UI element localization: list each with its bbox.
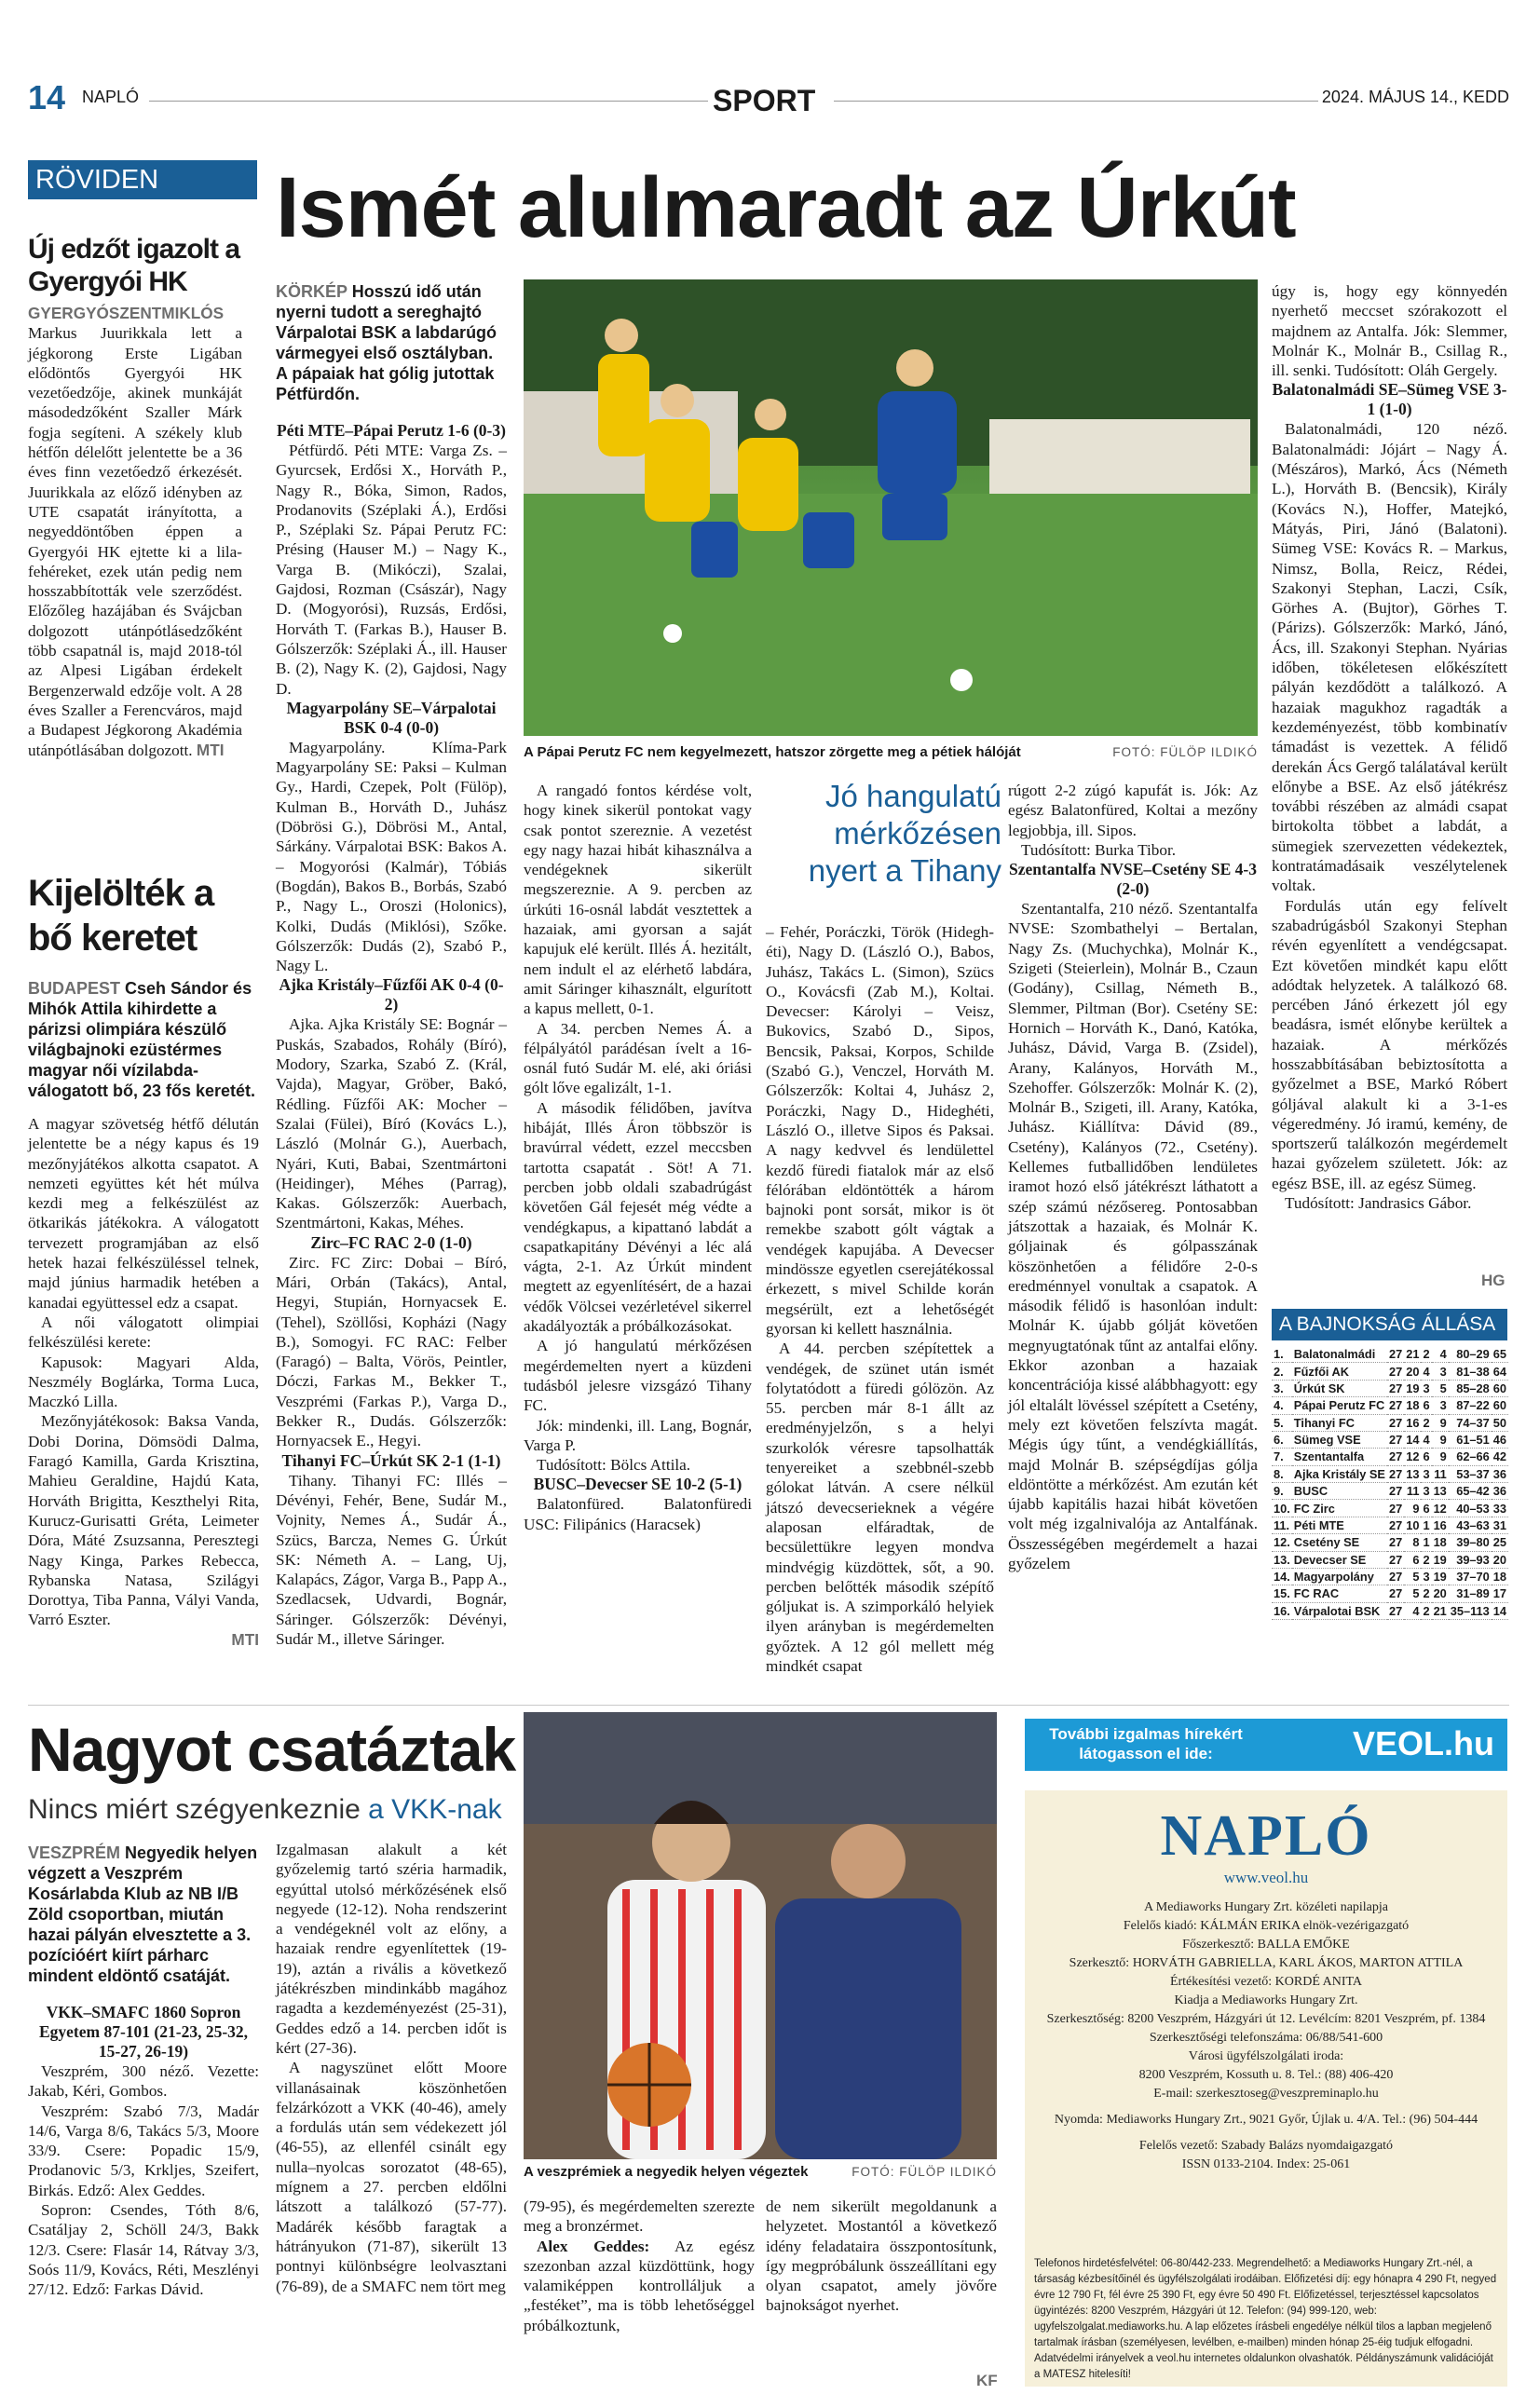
standings-cell: 13. [1274,1552,1290,1567]
mast-l12: Nyomda: Mediaworks Hungary Zrt., 9021 Győr, Újlak u. 4/A. Tel.: (96) 504-444 [1054,2113,1478,2127]
page-number: 14 [28,78,66,116]
standings-cell: 11 [1432,1465,1449,1482]
standings-cell: Csetény SE [1292,1534,1387,1551]
bottom-p1: Veszprém, 300 néző. Vezette: Jakab, Kéri, Gombos. [28,2062,259,2101]
standings-cell: 60 [1492,1381,1507,1395]
standings-cell: 27 [1388,1603,1403,1618]
bottom-col3 [524,2197,755,2388]
m1-head: Péti MTE–Pápai Perutz 1-6 (0-3) [277,421,506,440]
brief1-body [28,304,242,849]
standings-cell: 81–38 [1449,1363,1492,1380]
standings-cell: 3. [1272,1380,1292,1396]
standings-cell: 27 [1388,1466,1403,1481]
standings-cell: 46 [1492,1433,1507,1448]
standings-cell: 4 [1423,1364,1430,1379]
brief1-sig: MTI [196,740,225,759]
standings-cell: 42 [1492,1449,1507,1464]
page-header [28,76,1509,117]
standings-row [1272,1585,1508,1602]
standings-cell: 40–53 [1449,1500,1492,1517]
football-caption-text: A Pápai Perutz FC nem kegyelmezett, hatszor zörgette meg a pétiek hálóját [524,744,1021,760]
standings-cell: 3 [1432,1363,1449,1380]
standings-cell: Péti MTE [1292,1517,1387,1533]
m6-text: Balatonfüred. Balatonfüredi USC: Filipánics (Haracsek) [524,1495,752,1533]
standings-cell: 65 [1492,1347,1507,1362]
brief2-p1: A magyar szövetség hétfő délután jelentette be a négy kapus és 19 mezőnyjátékos alkotta csapatot. A nemzeti együttes két hét múlva kezdi meg a felkészülést az ötkarikás játékokra. A válogatott tervezett programjában az első hetek hazai felkészüléssel telnek, majd június harmadik hetében a kanadai együttessel edz a csapat. [28,1115,259,1312]
standings-cell: 60 [1492,1398,1507,1413]
bottom-subtitle-b: a VKK-nak [368,1794,502,1825]
standings-cell: 1. [1272,1346,1292,1363]
m3-text: Ajka. Ajka Kristály SE: Bognár – Puskás, Szabados, Rohály (Bíró), Modory, Szarka, Szabó Z. (Král, Vajda), Magyar, Gröber, Bakó, Rédling. Fűzfői AK: Mocher – Szalai (Fülei), Bíró (Kovács L.), László (Molnár G.), Auerbach, Nyári, Kuti, Babai, Szentmártoni (Heidinger), Méhes (Parrag), Kakas. Gólszerzők: Auerbach, Szentmártoni, Kakas, Méhes. [276,1015,507,1232]
standings-cell: Sümeg VSE [1292,1431,1387,1448]
standings-cell: 27 [1388,1347,1403,1362]
standings-cell: 20 [1406,1364,1420,1379]
standings-cell: 74–37 [1449,1414,1492,1431]
standings-row [1272,1500,1508,1517]
standings-cell: 15. [1274,1586,1290,1601]
standings-row [1272,1431,1508,1448]
c2-p3: A második félidőben, javítva hibáját, Illés Áron többször is bravúrral védett, ezzel meccsben tartotta csapatát . Söt! A 71. percben jobb oldali szabadrúgást követően Gál fejesét még védte a vendégkapus, a kipattanó labdát a csapatkapitány Dévényi a léc alá vágta, 2-1. Az Úrkút mindent megtett az egyenlítésért, de a hazai védők Völcsei vezérletével sikerrel akadályozták a próbálkozásokat. [524,1098,752,1336]
standings-cell: Tihanyi FC [1292,1414,1387,1431]
standings-cell: 12 [1433,1501,1447,1516]
main-lead: Hosszú idő után nyerni tudott a sereghajtó Várpalotai BSK a labdarúgó vármegyei első osztályban. A pápaiak hat gólig jutottak Pétfürdőn. [276,282,497,403]
mast-l11: E-mail: szerkesztoseg@veszpreminaplo.hu [1153,2087,1379,2101]
standings-cell: 61–51 [1449,1431,1492,1448]
c4-p2: Tudósított: Burka Tibor. [1021,840,1177,859]
standings-table-wrap [1272,1346,1507,1620]
bottom-col2 [276,1840,507,2385]
standings-cell: 14 [1492,1603,1507,1618]
standings-row [1272,1551,1508,1568]
mast-l13: Felelős vezető: Szabady Balázs nyomdaigazgató [1138,2139,1394,2153]
header-rule-left [149,101,708,102]
standings-cell: 5 [1404,1585,1421,1602]
mast-l9: Városi ügyfélszolgálati iroda: [1188,2049,1344,2063]
header-rule-right [834,101,1318,102]
standings-cell: 3 [1423,1466,1430,1481]
standings-cell: BUSC [1292,1483,1387,1500]
standings-cell: 12 [1406,1449,1420,1464]
c3-p2: A 44. percben szépítettek a vendégek, de szünet után ismét folytatódott a füredi gólözön. Az 55. percben már 8-1 állt az eredményjelzőn, s a helyi szurkolók véresre tapsolhatták tenyereiket a szebbnél-szebb gólokat látván. A csere nélkül játszó devecserieknek a végére alaposan elfáradtak, de becsülettükre legyen mondva mindvégig küzdöttek, sőt, a 90. percben belőtték második szépítő góljukat is. A szimporkáló helyiek ilyen arányban is megérdemelten győztek. A 12 gól mellett még mindkét csapat [766,1340,994,1675]
standings-cell: 2. [1272,1363,1292,1380]
brief2-sig: MTI [231,1629,259,1649]
standings-cell: 17 [1492,1586,1507,1601]
standings-cell: Ajka Kristály SE [1293,1466,1385,1481]
bottom-p7: Az egész szezonban azzal küzdöttünk, hogy valamiképpen kontrolláljuk a „festéket”, ma is több lehetőséggel próbálkoztunk, [524,2237,755,2334]
bottom-p8: de nem sikerült megoldanunk a helyzetet. Mostantól a következő idény feladataira összpontosítunk, így megpróbálunk összeállítani egy olyan csapatot, amely jövőre bajnokságot nyerhet. [766,2197,997,2315]
brief2-body [28,978,259,1700]
brief2-p4: Mezőnyjátékosok: Baksa Vanda, Dobi Dorina, Dömsödi Dalma, Faragó Kamilla, Garda Krisztina, Mahieu Geraldine, Hajdú Kata, Horváth Brigitta, Keszthelyi Rita, Kurucz-Gurisatti Gréta, Leimeter Dóra, Máté Zsuzsanna, Peresztegi Nagy Kinga, Parkes Rebecca, Rybanska Natasa, Szilágyi Dorottya, Tiba Panna, Vályi Vanda, Varró Eszter. [28,1412,259,1629]
standings-cell: Fűzfői AK [1292,1363,1387,1380]
veol-brand: VEOL.hu [1353,1724,1494,1762]
mast-l5: Értékesítési vezető: KORDÉ ANITA [1169,1975,1363,1989]
standings-cell: 27 [1388,1517,1403,1532]
main-col4 [1008,781,1258,1656]
standings-cell: 35–113 [1450,1603,1490,1618]
c5-p1: úgy is, hogy egy könnyedén nyerhető meccset szórakozott el majdnem az Antalfa. Jók: Slemmer, Molnár K., Molnár B., Csillag R., ill. senki. Tudósított: Oláh Gergely. [1272,282,1507,380]
mast-l14: ISSN 0133-2104. Index: 25-061 [1181,2157,1351,2171]
page-date: 2024. MÁJUS 14., KEDD [1321,88,1509,106]
standings-cell: 20 [1433,1586,1447,1601]
standings-cell: 36 [1492,1466,1507,1481]
bottom-col1 [28,1843,259,2388]
standings-cell: 21 [1406,1347,1420,1362]
c5-p2: Fordulás után egy felívelt szabadrúgásból Szakonyi Stephan révén egyenlített a vendégcsapat. Ezt követően mindkét kapu előtt adódtak helyzetek. A találkozó 68. percében Jánó érkezett jól egy beadásra, ismét előnybe kerültek a hazaiak. A mérkőzés hosszabbításában bebiztosította a győzelmet a BSE, Markó Róbert góljával alakult ki a 3-1-es végeredmény. Jó iramú, kemény, de sportszerű találkozón megérdemelt hazai győzelem született. Jók: az egész BSE, ill. az egész Sümeg. [1272,896,1507,1192]
standings-cell: 87–22 [1449,1397,1492,1414]
m2-head: Magyarpolány SE–Várpalotai BSK 0-4 (0-0) [286,698,497,737]
standings-cell: 18 [1406,1398,1420,1413]
standings-cell: 33 [1492,1501,1507,1516]
standings-cell: 6. [1272,1431,1292,1448]
brief2-lead: Cseh Sándor és Mihók Attila kihirdette a párizsi olimpiára készülő világbajnoki ezüstérmes magyar női vízilabda-válogatott bő, 23 fős keretét. [28,979,256,1100]
standings-cell: 27 [1388,1570,1403,1585]
standings-row [1272,1414,1508,1431]
standings-cell: 7. [1272,1449,1292,1465]
standings-cell: 2 [1423,1415,1430,1430]
standings-cell: 14 [1406,1433,1420,1448]
mast-l7: Szerkesztőség: 8200 Veszprém, Házgyári út 12. Levélcím: 8201 Veszprém, pf. 1384 [1046,2012,1486,2026]
standings-cell: 3 [1423,1381,1430,1395]
standings-cell: 18 [1433,1535,1447,1550]
standings-cell: 6 [1404,1551,1421,1568]
standings-cell: 3 [1432,1397,1449,1414]
brief2-kicker: BUDAPEST [28,979,121,998]
standings-cell: 2 [1423,1347,1430,1362]
standings-cell: 39–93 [1449,1551,1492,1568]
standings-cell: 27 [1388,1381,1403,1395]
standings-cell: 5 [1432,1380,1449,1396]
section-divider [28,1705,1509,1706]
c2-p2: A 34. percben Nemes Á. a félpályától parádésan ívelt a 16-osnál futó Sudár M. elé, aki óriási gólt lőve egalizált, 1-1. [524,1019,752,1097]
mast-l1: A Mediaworks Hungary Zrt. közéleti napilapja [1143,1900,1389,1914]
standings-row [1272,1346,1508,1363]
football-photo [524,279,1258,736]
standings-cell: 2 [1423,1552,1430,1567]
bottom-p4: Izgalmasan alakult a két győzelemig tartó széria harmadik, egyúttal utolsó mérkőzésének első negyede (12-12). Noha rendszerint a vendégeknél volt az előny, a hazaiak rendre egyenlítettek (19-19), aztán a rivális a következő játékrészben mindinkább magához ragadta a kezdeményezést (25-31), Geddes edző a 14. percben időt is kért (27-36). [276,1841,507,2057]
basketball-scene [524,1712,997,2159]
m7-text: Szentantalfa, 210 néző. Szentantalfa NVSE: Szombathelyi – Bertalan, Nagy Zs. (Muchychka), Molnár K., Szigeti (Steierlein), Molnár B., Czaun (Godány), Csillag, Németh B., Slemmer, Piltman (Bor). Csetény SE: Hornich – Horváth K., Danó, Katóka, Juhász, Dávid, Varga B. (Zsidel), Arany, Kalányos, Horváth M., Szehoffer. Gólszerzők: Molnár K. (2), Molnár B., Szigeti, ill. Arany, Katóka, Juhász. Kiállítva: Dávid (89., Csetény), Kalányos (72., Csetény). Kellemes futballidőben lendületes iramot hozó első játékrészt láthatott a szép számú nézősereg. Pontosabban játszottak a hazaiak, és Molnár K. góljainak és gólpasszának köszönhetően a félidőre 2-0-s eredménnyel vonultak a csapatok. A második félidő is hasonlóan indult: Molnár K. újabb gólját követően megnyugtatónak tűnt az antalfai előny. Ekkor azonban a hazaiak koncentrációja kissé alábbhagyott: egy jól eltalált lövéssel szépített a Csetény, mely ezt követően felszívta magát. Mégis úgy tűnt, a vendégkiállítás, majd Molnár B. szépségdíjas gólja eldöntötte a mérkőzést. Am ezután két újabb kapitális hazai hibát követően volt még izgalnivalója az Antalfának. Összességében megérdemelt a hazai győzelem [1008,900,1258,1572]
standings-row [1272,1363,1508,1380]
standings-cell: Úrkút SK [1292,1380,1387,1396]
football-scene [524,279,1258,736]
standings-cell: 80–29 [1449,1346,1492,1363]
standings-cell: Szentantalfa [1292,1449,1387,1465]
veol-promo-text: További izgalmas hírekért látogasson el ide: [1049,1725,1243,1762]
bottom-col4 [766,2197,997,2388]
m4-text: Zirc. FC Zirc: Dobai – Bíró, Mári, Orbán (Takács), Antal, Hegyi, Stupián, Hornyacsek E. (Tehel), Szöllősi, Kopházi (Nagy B.), Somogyi. FC RAC: Felber (Faragó) – Balta, Vörös, Peintler, Dóczi, Farkas M., Bekker T., Veszprémi (Farkas P.), Varga D., Bekker R., Dudás. Gólszerzők: Hornyacsek E., Hegyi. [276,1253,507,1450]
bottom-head: VKK–SMAFC 1860 Sopron Egyetem 87-101 (21-23, 25-32, 15-27, 26-19) [38,2003,249,2061]
c2-p4: A jó hangulatú mérkőzésen megérdemelten nyert a küzdeni tudásból jelesre vizsgázó Tihany FC. [524,1337,752,1415]
pull-quote: Jó hangulatú mérkőzésen nyert a Tihany [808,779,1001,888]
standings-cell: 27 [1388,1501,1403,1516]
standings-cell: 8 [1404,1534,1421,1551]
mast-l3: Főszerkesztő: BALLA EMŐKE [1182,1938,1350,1952]
standings-cell: 64 [1492,1364,1507,1379]
section-name: SPORT [713,84,816,117]
bottom-lead: Negyedik helyen végzett a Veszprém Kosárlabda Klub az NB I/B Zöld csoportban, miután hazai pályán elvesztette a 3. pozícióért kiírt párharc mindent eldöntő csatáját. [28,1843,258,1985]
standings-cell: 2 [1423,1586,1430,1601]
basketball-caption-text: A veszprémiek a negyedik helyen végeztek [524,2164,809,2180]
standings-cell: 9 [1432,1414,1449,1431]
standings-cell: 5. [1272,1414,1292,1431]
basketball-credit: FOTÓ: FÜLÖP ILDIKÓ [852,2165,997,2179]
c5-p3: Tudósított: Jandrasics Gábor. [1285,1194,1472,1213]
standings-cell: 3 [1423,1570,1430,1585]
bottom-p6: (79-95), és megérdemelten szerezte meg a bronzérmet. [524,2197,755,2236]
bottom-p7-name: Alex Geddes: [537,2237,650,2255]
standings-cell: 53–37 [1449,1465,1492,1482]
standings-cell: 9 [1404,1500,1421,1517]
standings-title: A BAJNOKSÁG ÁLLÁSA [1272,1309,1507,1340]
main-col3 [766,922,994,1675]
standings-cell: 31 [1492,1517,1507,1532]
standings-cell: 5 [1404,1568,1421,1585]
briefs-label: RÖVIDEN [28,160,257,199]
m3-head: Ajka Kristály–Fűzfői AK 0-4 (0-2) [279,975,504,1014]
standings-cell: 4 [1423,1433,1430,1448]
mast-l8: Szerkesztőségi telefonszáma: 06/88/541-600 [1149,2031,1383,2045]
standings-cell: 50 [1492,1415,1507,1430]
standings-cell: 13 [1406,1466,1420,1481]
standings-cell: 16. [1274,1603,1290,1618]
c2-p6: Tudósított: Bölcs Attila. [537,1456,691,1475]
standings-cell: 31–89 [1449,1585,1492,1602]
standings-cell: Balatonalmádi [1292,1346,1387,1363]
main-col2 [524,781,752,1656]
main-headline: Ismét alulmaradt az Úrkút [276,160,1296,255]
standings-cell: 27 [1388,1449,1403,1464]
masthead-fineprint: Telefonos hirdetésfelvétel: 06-80/442-233. Megrendelhető: a Mediaworks Hungary Zrt.-nél, a társaság kézbesítőinél és ügyfélszolgálati irodáiban. Előfizetési díj: egy hónapra 4 290 Ft, negyed évre 12 790 Ft, fél évre 25 390 Ft, egy évre 50 490 Ft. Előfizetéssel, terjesztéssel kapcsolatos ügyintézés: 8200 Veszprém, Házgyári út 12. Telefon: (94) 999-120, web: ugyfelszolgalat.mediaworks.hu. A lap előzetes írásbeli engedélye nélkül tilos a lapban megjelenő tartalmak írásban (személyesen, levélben, e-mailben) minden hónap 25-éig tudjuk elfogadni. Adatvédelmi irányelvek a veol.hu internetes oldalunkon olvashatók. Példányszámunk validációját a MATESZ hitelesíti! [1034,2258,1497,2380]
standings-cell: 36 [1492,1484,1507,1499]
standings-cell: 4 [1432,1346,1449,1363]
standings-cell: 1 [1423,1517,1430,1532]
bottom-subtitle-a: Nincs miért szégyenkeznie [28,1794,361,1825]
masthead-logo: NAPLÓ [1160,1804,1372,1868]
m6-head: BUSC–Devecser SE 10-2 (5-1) [533,1475,743,1494]
brief1-text: Markus Juurikkala lett a jégkorong Erste Ligában elődöntős Gyergyói HK vezetőedzője, akinek munkáját másodedzőként Szaller Márk fogja segíteni. A székely klub hétfőn délelőtt jelentette be a 36 éves finn vezetőedző érkezését. Juurikkala az előző idényben az UTE csapatát irányította, a negyeddöntőben éppen a Gyergyói HK ejtette ki a lila-fehéreket, ezek után pedig nem hosszabbították vele szerződést. Előzőleg hazájában és Svájcban dolgozott utánpótlásedzőként több csapatnál is, majd 2018-tól az Alpesi Ligában érdekelt Bergenzerwald edzője volt. A 28 éves Szaller a Ferencváros, majd a Budapest Jégkorong Akadémia utánpótlásában dolgozott. [28,324,242,759]
standings-cell: 8. [1272,1465,1292,1482]
standings-cell: 11. [1272,1517,1292,1533]
masthead-box [1025,1790,1507,2387]
m8-text: Balatonalmádi, 120 néző. Balatonalmádi: Jójárt – Nagy Á. (Mészáros), Markó, Ács (Németh L.), Horváth B. (Bencsik), Király (Kovács N.), Hoffer, Matejkó, Mátyás, Piri, Jánó (Balatoni). Sümeg VSE: Kovács R. – Markus, Nimsz, Bolla, Reicz, Rédei, Szakonyi Stephan, Laczi, Csík, Görhes A. (Bujtor), Görhes T. (Párizs). Gólszerzők: Markó, Jánó, Ács, ill. Szakonyi Stephan. Nyárias időben, tökéletesen előkészített pályán kezdődött a találkozó. A hazaiak magukhoz ragadták a kezdeményezést, több kombinatív támadást is vezettek. A félidő derekán Ács Gergő találatával került előnybe a BSE. Az első játékrész további részében az almádi csapat birtokolta többet a labdát, a sümegiek szervezetten védekeztek, kontratámadásaik veszélytelenek voltak. [1272,420,1507,895]
basketball-caption [524,2163,997,2184]
standings-cell: 27 [1388,1364,1403,1379]
brief1-title: Új edzőt igazolt a Gyergyói HK [28,234,240,297]
bottom-p2: Veszprém: Szabó 7/3, Madár 14/6, Varga 8/6, Takács 5/3, Moore 33/9. Csere: Popadic 15/9, Prodanovic 5/3, Krkljes, Szeifert, Birkás. Edző: Alex Geddes. [28,2102,259,2199]
basketball-photo [524,1712,997,2159]
masthead-lines [1034,1898,1498,2174]
standings-cell: 43–63 [1449,1517,1492,1533]
standings-cell: 21 [1433,1603,1447,1618]
standings-cell: 62–66 [1449,1449,1492,1465]
standings-cell: 27 [1388,1552,1403,1567]
standings-cell: 11 [1404,1483,1421,1500]
standings-cell: 27 [1388,1433,1403,1448]
standings-cell: 19 [1433,1570,1447,1585]
standings-row [1272,1465,1508,1482]
standings-cell: 27 [1388,1535,1403,1550]
m1-text: Pétfürdő. Péti MTE: Varga Zs. – Gyurcsek, Erdősi X., Horváth P., Nagy R., Bóka, Simon, Rados, Prodanovits (Széplaki Á.), Erdősi P., Széplaki Sz. Pápai Perutz FC: Présing (Hauser M.) – Nagy K., Varga B. (Mikóczi), Szalai, Gajdosi, Rozman (Császár), Nagy D. (Mogyorósi), Ruzsás, Erdősi, Horváth T. (Farkas B.), Hauser B. Gólszerzők: Széplaki Á., ill. Hauser B. (2), Nagy K. (2), Gajdosi, Nagy D. [276,442,507,698]
standings-cell: 6 [1423,1449,1430,1464]
c3-p1: – Fehér, Poráczki, Török (Hideghéti), Nagy D. (László O.), Babos, Juhász, Takács L. (Simon), Szücs O., Kovácsfi (Zab M.), Koltai. Devecser: Károlyi – Veisz, Bukovics, Szabó D., Sipos, Bencsik, Paksai, Korpos, Schilde (Szabó G.), Venczel, Horváth M. Gólszerzők: Koltai 4, Juhász 2, Poráczki, Nagy D., Hideghéti, László O., illetve Sipos és Paksai. A nagy kedvvel és lendülettel kezdő füredi fiatalok már az első félórában eldöntötték a három bajnoki pont sorsát, mikor is öt remekbe szabott gólt vágtak a vendégek kapujába. A Devecser mindössze egyetlen cserejátékossal érkezett, s mivel Schilde korán megsérült, ezt a lehetőségét gyorsan ki kellett használnia. [766,923,994,1338]
m2-text: Magyarpolány. Klíma-Park Magyarpolány SE: Paksi – Kulman Gy., Hardi, Czepek, Polt (Fülöp), Kulman B., Horváth D., Juhász (Döbrösi G.), Döbrösi M., Antal, Sárkány. Várpalotai BSK: Bakos A. – Mogyorósi (Kalmár), Tóbiás (Bogdán), Bakos B., Borbás, Szabó P., Nagy L., Oroszi (Holonics), Kolki, Dudás (Miklósi), Szőke. Gólszerzők: Dudás (2), Szabó P., Nagy L. [276,738,507,975]
standings-cell: 12. [1274,1535,1290,1550]
c2-p1: A rangadó fontos kérdése volt, hogy kinek sikerül pontokat vagy csak pontot szereznie. A vezetést egy nagy hazai hibát kihasználva a vendégeknek sikerült megszerezniе. A 9. percben az úrkúti 16-osnál labdát vesztettek a hazaiak, ami gyorsan a saját kapujuk elé került. Illés Á. hezitált, nem indult el az elérhető labdára, amit Sáringer kihasznált, elgurított a kapus mellett, 0-1. [524,782,752,1018]
veol-promo[interactable] [1025,1719,1507,1771]
standings-cell: 9 [1432,1449,1449,1465]
c4-p1: rúgott 2-2 zúgó kapufát is. Jók: Az egész Balatonfüred, Koltai a mezőny legjobbja, ill. Sipos. [1008,782,1258,839]
standings-row [1272,1602,1508,1619]
standings-cell: Magyarpolány [1292,1568,1387,1585]
standings-cell: 9. [1272,1483,1292,1500]
standings-cell: 16 [1406,1415,1420,1430]
standings-cell: 10. [1274,1501,1290,1516]
masthead-url: www.veol.hu [1223,1869,1309,1886]
bottom-kicker: VESZPRÉM [28,1843,121,1862]
brief2-p2: A női válogatott olimpiai felkészülési kerete: [28,1313,259,1352]
standings-cell: 9 [1432,1431,1449,1448]
brief1-kicker: GYERGYÓSZENTMIKLÓS [28,304,225,322]
standings-cell: Devecser SE [1292,1551,1387,1568]
mast-l4: Szerkesztő: HORVÁTH GABRIELLA, KARL ÁKOS, MARTON ATTILA [1069,1956,1464,1970]
mast-l2: Felelős kiadó: KÁLMÁN ERIKA elnök-vezérigazgató [1123,1919,1410,1933]
standings-cell: 2 [1423,1603,1430,1618]
standings-cell: 27 [1388,1415,1403,1430]
standings-cell: 39–80 [1449,1534,1492,1551]
bottom-sig: KF [976,2372,998,2389]
standings-cell: 37–70 [1449,1568,1492,1585]
standings-cell: 6 [1423,1501,1430,1516]
standings-cell: 4. [1272,1397,1292,1414]
c2-p5: Jók: mindenki, ill. Lang, Bognár, Varga P. [524,1416,752,1454]
standings-row [1272,1517,1508,1533]
brief2-p3: Kapusok: Magyari Alda, Neszmély Boglárka, Torma Luca, Maczkó Lilla. [28,1353,259,1411]
standings-table [1272,1346,1508,1620]
standings-cell: 10 [1406,1517,1420,1532]
standings-row [1272,1397,1508,1414]
standings-cell: Pápai Perutz FC [1292,1397,1387,1414]
standings-cell: 16 [1433,1517,1447,1532]
standings-row [1272,1483,1508,1500]
standings-cell: 27 [1388,1398,1403,1413]
standings-cell: 3 [1423,1484,1430,1499]
m5-text: Tihany. Tihanyi FC: Illés – Dévényi, Fehér, Bene, Sudár M., Vojnity, Nemes Á., Sudár Á., Szücs, Barcza, Nemes G. Úrkút SK: Németh A. – Lang, Uj, Kalapács, Zágor, Varga B., Papp A., Szedlacsek, Udvardi, Bognár, Sáringer. Gólszerzők: Dévényi, Sudár M., illetve Sáringer. [276,1471,507,1649]
standings-row [1272,1568,1508,1585]
standings-cell: 14. [1274,1570,1290,1585]
football-credit: FOTÓ: FÜLÖP ILDIKÓ [1112,745,1258,759]
standings-row [1272,1534,1508,1551]
mast-l10: 8200 Veszprém, Kossuth u. 8. Tel.: (88) 406-420 [1138,2068,1394,2082]
standings-cell: 20 [1492,1552,1507,1567]
main-col1 [276,281,507,1655]
standings-cell: 19 [1433,1552,1447,1567]
standings-cell: 6 [1423,1398,1430,1413]
bottom-p3: Sopron: Csendes, Tóth 8/6, Csatáljay 2, Schöll 24/3, Bakk 12/3. Csere: Flasár 14, Rátvay 3/3, Soós 11/9, Kovács, Réti, Meszlényi 27/12. Edző: Farkas Dávid. [28,2201,259,2299]
m7-head: Szentantalfa NVSE–Csetény SE 4-3 (2-0) [1009,860,1257,899]
paper-name: NAPLÓ [82,88,140,106]
bottom-headline: Nagyot csatáztak [28,1715,516,1784]
bottom-p5: A nagyszünet előtt Moore villanásainak köszönhetően felzárkózott a VKK (40-46), amely a fordulás után sem védekezett jól (46-55), az ellenfél csinált egy nulla–nyolcas sorozatot (48-65), mígnem a 27. percben eldőlni látszott a találkozó (57-77). Madárék később faragtak a hátrányukon (71-87), sikerült 13 pontnyi különbségre leolvasztani (76-89), de a SMAFC nem tört meg [276,2059,507,2295]
bottom-subtitle [28,1793,587,1827]
standings-cell: 85–28 [1449,1380,1492,1396]
standings-cell: 19 [1406,1381,1420,1395]
standings-cell: 27 [1388,1484,1403,1499]
m8-head: Balatonalmádi SE–Sümeg VSE 3-1 (1-0) [1272,380,1507,419]
football-caption [524,743,1258,764]
main-kicker: KÖRKÉP [276,282,347,301]
main-sig: HG [1481,1272,1506,1289]
standings-cell: 65–42 [1449,1483,1492,1500]
standings-cell: FC Zirc [1292,1500,1387,1517]
main-col5 [1272,281,1507,1299]
standings-cell: 27 [1388,1586,1403,1601]
standings-cell: 13 [1433,1484,1447,1499]
m5-head: Tihanyi FC–Úrkút SK 2-1 (1-1) [281,1450,501,1470]
standings-cell: 25 [1492,1535,1507,1550]
standings-cell: 1 [1423,1535,1430,1550]
standings-row [1272,1380,1508,1396]
standings-cell: FC RAC [1292,1585,1387,1602]
mast-l6: Kiadja a Mediaworks Hungary Zrt. [1174,1993,1358,2007]
brief2-title: Kijelölték a bő keretet [28,873,214,959]
standings-cell: Várpalotai BSK [1292,1602,1387,1619]
m4-head: Zirc–FC RAC 2-0 (1-0) [310,1232,472,1252]
standings-cell: 4 [1404,1602,1421,1619]
standings-row [1272,1449,1508,1465]
standings-cell: 18 [1492,1570,1507,1585]
